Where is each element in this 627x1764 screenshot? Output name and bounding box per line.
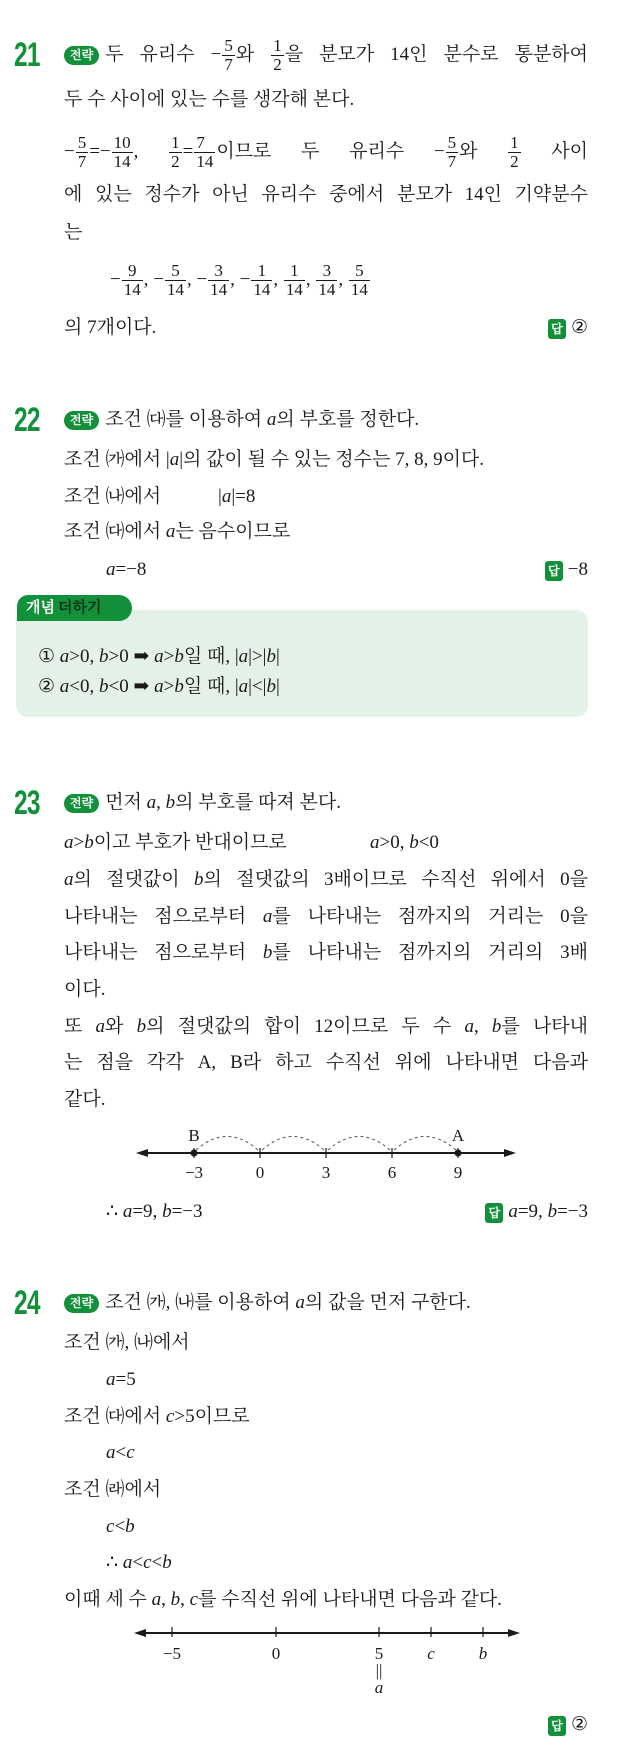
text-run: , <box>133 141 169 162</box>
denominator: 14 <box>113 152 131 172</box>
math-variable: a <box>146 792 157 813</box>
text-run: >0, <box>69 646 100 667</box>
math-variable: a <box>262 906 273 927</box>
answer-badge: 답 <box>545 561 563 581</box>
denominator: 14 <box>166 280 184 300</box>
text-run: >0 ➡ <box>108 646 155 667</box>
numerator: 5 <box>349 262 370 281</box>
math-variable: b <box>165 792 176 813</box>
numerator: 1 <box>273 36 282 56</box>
text-run: − <box>64 141 75 162</box>
text-run: 을 분모가 14인 분수로 통분하여 <box>284 44 588 65</box>
point-marker <box>191 1150 198 1157</box>
text-run: 의 부호를 따져 본다. <box>175 792 341 813</box>
text-run: |>| <box>248 646 267 667</box>
math-variable: b <box>136 1016 147 1037</box>
text-run: , <box>273 269 283 290</box>
math-variable: b <box>262 942 273 963</box>
answer-badge: 답 <box>548 319 566 339</box>
math-variable: a <box>154 676 164 697</box>
numerator: 9 <box>122 262 143 281</box>
math-variable: b <box>547 1201 558 1222</box>
text-run: =−3 <box>557 1201 588 1222</box>
math-variable: a <box>295 1292 305 1313</box>
text-run: 의 절댓값의 3배이므로 수직선 위에서 0을 <box>203 869 588 890</box>
text-run: 조건 ㈏에서 <box>64 486 162 507</box>
text-run: > <box>73 832 85 853</box>
tick-label: −3 <box>184 1163 204 1182</box>
question-number: 21 <box>14 36 40 74</box>
strategy-badge: 전략 <box>64 1294 99 1313</box>
text-run: , − <box>143 269 164 290</box>
text-run: 나타내는 점으로부터 <box>64 906 263 927</box>
text-run: =5 <box>115 1369 136 1390</box>
strategy-badge: 전략 <box>64 411 99 430</box>
denominator: 7 <box>77 152 87 172</box>
denominator: 14 <box>123 280 141 300</box>
math-variable: c <box>143 1552 152 1573</box>
numerator: 5 <box>447 133 457 153</box>
math-variable: a <box>464 1016 474 1037</box>
math-variable: a <box>238 676 249 697</box>
math-variable: b <box>266 646 276 667</box>
text-run: 조건 ㈐에서 <box>64 521 166 542</box>
math-variable: a <box>151 1589 162 1610</box>
text-run: <0 <box>418 832 439 853</box>
equal-label: a <box>374 1678 384 1697</box>
tick-label: 3 <box>321 1163 331 1182</box>
tick-label: 5 <box>374 1644 384 1663</box>
math-variable: a <box>64 832 74 853</box>
text-run: 일 때, | <box>183 646 239 667</box>
text-run: 의 절댓값의 합이 12이므로 두 수 <box>146 1016 465 1037</box>
math-variable: c <box>189 1589 199 1610</box>
numerator: 1 <box>251 262 272 281</box>
text-run: , <box>473 1016 492 1037</box>
math-variable: a <box>266 409 277 430</box>
text-run: 의 값을 먼저 구한다. <box>304 1292 471 1313</box>
text-run: 는 <box>64 222 83 243</box>
math-variable: b <box>194 869 204 890</box>
question-number: 22 <box>14 401 40 439</box>
text-run: 와 <box>459 141 508 162</box>
numerator: 3 <box>208 262 229 281</box>
denominator: 2 <box>273 55 282 75</box>
text-run: 조건 ㈑에서 <box>64 1479 162 1500</box>
text-run: |<| <box>248 676 267 697</box>
math-variable: b <box>170 1589 181 1610</box>
math-variable: b <box>99 646 109 667</box>
math-variable: a <box>370 832 380 853</box>
math-variable: b <box>99 676 109 697</box>
text-run: ② <box>570 317 588 338</box>
text-run: 이때 세 수 <box>64 1589 152 1610</box>
denominator: 7 <box>447 152 457 172</box>
concept-title-1: 개념 <box>26 599 55 616</box>
math-variable: a <box>154 646 164 667</box>
text-run: 와 <box>105 1016 137 1037</box>
text-run: 를 나타내는 점까지의 거리의 3배 <box>272 942 588 963</box>
text-run: , <box>338 269 348 290</box>
text-run: >0, <box>379 832 410 853</box>
text-run: 또 <box>64 1016 96 1037</box>
text-run: 를 나타내 <box>501 1016 588 1037</box>
arrow-right-icon <box>508 1629 520 1637</box>
math-variable: c <box>126 1442 135 1463</box>
text-run: 를 나타내는 점까지의 거리는 0을 <box>272 906 588 927</box>
point-label: B <box>188 1126 200 1145</box>
text-run: 사이 <box>521 141 588 162</box>
question-number: 23 <box>14 784 40 822</box>
text-run: ∴ <box>106 1201 123 1222</box>
text-run: −8 <box>567 559 588 580</box>
distance-arc <box>196 1137 258 1151</box>
text-run: <0 ➡ <box>108 676 155 697</box>
math-variable: a <box>106 559 116 580</box>
numerator: 1 <box>284 262 305 281</box>
denominator: 2 <box>510 152 519 172</box>
text-run: 나타내는 점으로부터 <box>64 942 263 963</box>
text-run: 의 7개이다. <box>64 317 157 338</box>
math-variable: a <box>106 1369 116 1390</box>
distance-arc <box>394 1137 456 1151</box>
math-variable: b <box>174 646 184 667</box>
numerator: 5 <box>77 133 87 153</box>
math-variable: a <box>95 1016 106 1037</box>
math-variable: a <box>165 521 176 542</box>
denominator: 14 <box>350 280 368 300</box>
tick-label: b <box>478 1644 488 1663</box>
text-run: , − <box>186 269 208 290</box>
text-run: 이므로 두 유리수 − <box>216 141 445 162</box>
point-label: A <box>451 1126 465 1145</box>
text-run: | <box>218 486 222 507</box>
text-run: =−3 <box>171 1201 203 1222</box>
math-variable: b <box>491 1016 502 1037</box>
text-run: 는 음수이므로 <box>175 521 291 542</box>
text-run: < <box>115 1442 127 1463</box>
text-run: > <box>163 646 175 667</box>
text-run: =−8 <box>115 559 147 580</box>
text-run: 를 수직선 위에 나타내면 다음과 같다. <box>198 1589 502 1610</box>
text-run: =9, <box>517 1201 548 1222</box>
text-run: 같다. <box>64 1089 106 1110</box>
strategy-badge: 전략 <box>64 46 99 65</box>
numerator: 5 <box>224 36 233 56</box>
math-variable: b <box>125 1516 135 1537</box>
text-run: ∴ <box>106 1552 123 1573</box>
numerator: 1 <box>510 133 519 153</box>
text-run: 두 유리수 − <box>105 44 222 65</box>
denominator: 14 <box>318 280 336 300</box>
math-variable: b <box>162 1552 172 1573</box>
text-run: ① <box>38 646 60 667</box>
question-number: 24 <box>14 1284 40 1322</box>
math-variable: a <box>221 486 232 507</box>
arrow-right-icon <box>504 1149 516 1157</box>
text-run: 이다. <box>64 979 106 1000</box>
equal-sign: || <box>375 1661 383 1680</box>
denominator: 7 <box>224 55 233 75</box>
tick-label: c <box>427 1644 435 1663</box>
text-run: ② <box>570 1714 588 1735</box>
text-run: 의 절댓값이 <box>73 869 194 890</box>
text-run: 조건 ㈐를 이용하여 <box>105 409 267 430</box>
math-variable: a <box>238 646 249 667</box>
text-run: 조건 ㈎에서 | <box>64 449 170 470</box>
text-run: = <box>182 141 194 162</box>
numerator: 1 <box>171 133 180 153</box>
denominator: 14 <box>285 280 303 300</box>
text-run: 조건 ㈐에서 <box>64 1406 166 1427</box>
denominator: 14 <box>210 280 228 300</box>
text-run: 와 <box>235 44 271 65</box>
text-run: 이고 부호가 반대이므로 <box>93 832 287 853</box>
text-run: > <box>163 676 175 697</box>
math-variable: c <box>165 1406 175 1427</box>
text-run: 의 부호를 정한다. <box>276 409 420 430</box>
text-run: 에 있는 정수가 아닌 유리수 중에서 분모가 14인 기약분수 <box>64 184 588 205</box>
math-variable: a <box>122 1552 133 1573</box>
math-variable: b <box>174 676 184 697</box>
answer-badge: 답 <box>485 1203 503 1223</box>
numerator: 5 <box>165 262 186 281</box>
text-run: | <box>275 676 280 697</box>
math-variable: a <box>64 869 74 890</box>
text-run: ② <box>38 676 60 697</box>
arrow-left-icon <box>134 1629 146 1637</box>
numerator: 7 <box>194 134 215 153</box>
tick-label: 9 <box>453 1163 463 1182</box>
math-variable: a <box>122 1201 133 1222</box>
text-run: < <box>114 1516 126 1537</box>
denominator: 2 <box>171 152 180 172</box>
text-run: , − <box>230 269 251 290</box>
math-variable: b <box>162 1201 172 1222</box>
text-run: 조건 ㈎, ㈏를 이용하여 <box>105 1292 296 1313</box>
text-run: < <box>132 1552 144 1573</box>
text-run: =− <box>89 141 111 162</box>
text-run: , <box>180 1589 190 1610</box>
arrow-left-icon <box>136 1149 148 1157</box>
tick-label: 6 <box>387 1163 397 1182</box>
strategy-badge: 전략 <box>64 794 99 813</box>
math-variable: a <box>59 646 70 667</box>
math-variable: a <box>169 449 180 470</box>
numerator: 3 <box>316 262 337 281</box>
math-variable: c <box>106 1516 115 1537</box>
math-variable: b <box>266 676 276 697</box>
numerator: 10 <box>113 133 131 153</box>
denominator: 14 <box>196 152 214 172</box>
math-variable: b <box>84 832 94 853</box>
tick-label: 0 <box>271 1644 281 1663</box>
text-run: =9, <box>132 1201 163 1222</box>
text-run: <0, <box>69 676 100 697</box>
text-run: 는 점을 각각 A, B라 하고 수직선 위에 나타내면 다음과 <box>64 1052 588 1073</box>
text-run: < <box>151 1552 163 1573</box>
denominator: 14 <box>253 280 271 300</box>
text-run: |의 값이 될 수 있는 정수는 7, 8, 9이다. <box>179 449 485 470</box>
math-variable: a <box>508 1201 518 1222</box>
text-run: − <box>110 269 121 290</box>
text-run: >5이므로 <box>174 1406 250 1427</box>
distance-arc <box>328 1137 390 1151</box>
tick-label: −5 <box>162 1644 182 1663</box>
text-run: , <box>305 269 316 290</box>
text-run: 일 때, | <box>183 676 239 697</box>
tick-label: 0 <box>255 1163 265 1182</box>
math-variable: b <box>409 832 419 853</box>
text-run: 두 수 사이에 있는 수를 생각해 본다. <box>64 89 355 110</box>
text-run: | <box>275 646 280 667</box>
concept-title-2: 더하기 <box>57 599 102 616</box>
text-run: 먼저 <box>105 792 147 813</box>
answer-badge: 답 <box>548 1716 566 1736</box>
text-run: |=8 <box>231 486 256 507</box>
distance-arc <box>262 1137 324 1151</box>
point-marker <box>455 1150 462 1157</box>
math-variable: a <box>59 676 70 697</box>
math-variable: a <box>106 1442 116 1463</box>
text-run: , <box>156 792 166 813</box>
text-run: 조건 ㈎, ㈏에서 <box>64 1332 190 1353</box>
text-run: , <box>161 1589 171 1610</box>
